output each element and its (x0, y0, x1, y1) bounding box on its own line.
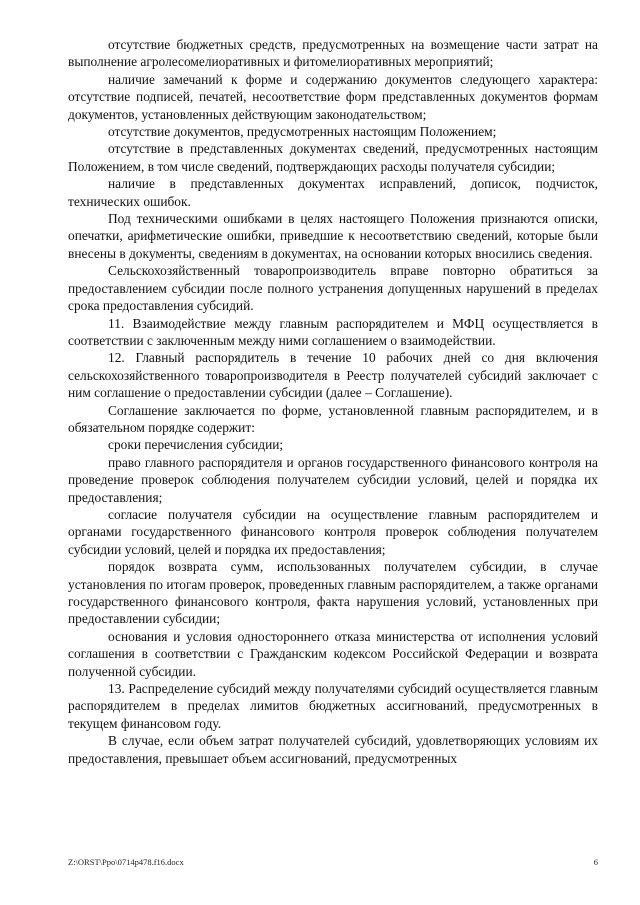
page-number: 6 (593, 857, 598, 867)
page-footer (68, 857, 598, 867)
paragraph: отсутствие документов, предусмотренных настоящим Положением; (108, 124, 497, 140)
paragraph: В случае, если объем затрат получателей субсидий, удовлетворяющих условиям их предоставления, превышает объем ассигнований, предусмотренных (68, 733, 598, 766)
paragraph: отсутствие в представленных документах сведений, предусмотренных настоящим Положением, в том числе сведений, подтверждающих расходы получателя субсидии; (68, 141, 598, 174)
paragraph: Сельскохозяйственный товаропроизводитель вправе повторно обратиться за предоставлением субсидии после полного устранения допущенных нарушений в пределах срока предоставления субсидий. (68, 263, 598, 314)
paragraph: Соглашение заключается по форме, установленной главным распорядителем, и в обязательном порядке содержит: (68, 402, 598, 435)
paragraph: согласие получателя субсидии на осуществление главным распорядителем и органами государственного финансового контроля проверок соблюдения получателем субсидии условий, целей и порядка их предоставления; (68, 506, 598, 557)
paragraph: Под техническими ошибками в целях настоящего Положения признаются описки, опечатки, арифметические ошибки, приведшие к несоответствию сведений, которые были внесены в документы, сведениям в документах, на основании которых вносились сведения. (68, 211, 598, 261)
paragraph: 11. Взаимодействие между главным распорядителем и МФЦ осуществляется в соответствии с заключенным между ними соглашением о взаимодействии. (68, 315, 598, 348)
paragraph: наличие замечаний к форме и содержанию документов следующего характера: отсутствие подписей, печатей, несоответствие форм представленных документов формам документов, установленных действующим законодательством; (68, 71, 598, 122)
paragraph: право главного распорядителя и органов государственного финансового контроля на проведение проверок соблюдения получателем субсидии условий, целей и порядка их предоставления; (68, 454, 598, 505)
paragraph: 13. Распределение субсидий между получателями субсидий осуществляется главным распорядителем в пределах лимитов бюджетных ассигнований, предусмотренных в текущем финансовом году. (68, 681, 598, 731)
paragraph: основания и условия одностороннего отказа министерства от исполнения условий соглашения в соответствии с Гражданским кодексом Российской Федерации и возврата полученной субсидии. (68, 628, 598, 679)
paragraph: порядок возврата сумм, использованных получателем субсидии, в случае установления по итогам проверок, проведенных главным распорядителем, а также органами государственного финансового контроля, факта нарушения условий, установленных при предоставлении субсидии; (68, 559, 598, 627)
file-path: Z:\ORST\Ppo\0714p478.f16.docx (68, 857, 184, 867)
paragraph: 12. Главный распорядитель в течение 10 рабочих дней со дня включения сельскохозяйственного товаропроизводителя в Реестр получателей субсидий заключает с ним соглашение о предоставлении субсидии (далее – Соглашение). (68, 350, 598, 401)
document-body (68, 36, 598, 767)
paragraph: отсутствие бюджетных средств, предусмотренных на возмещение части затрат на выполнение агролесомелиоративных и фитомелиоративных мероприятий; (68, 37, 598, 70)
paragraph: наличие в представленных документах исправлений, дописок, подчисток, технических ошибок. (68, 176, 598, 209)
paragraph: сроки перечисления субсидии; (108, 437, 284, 453)
